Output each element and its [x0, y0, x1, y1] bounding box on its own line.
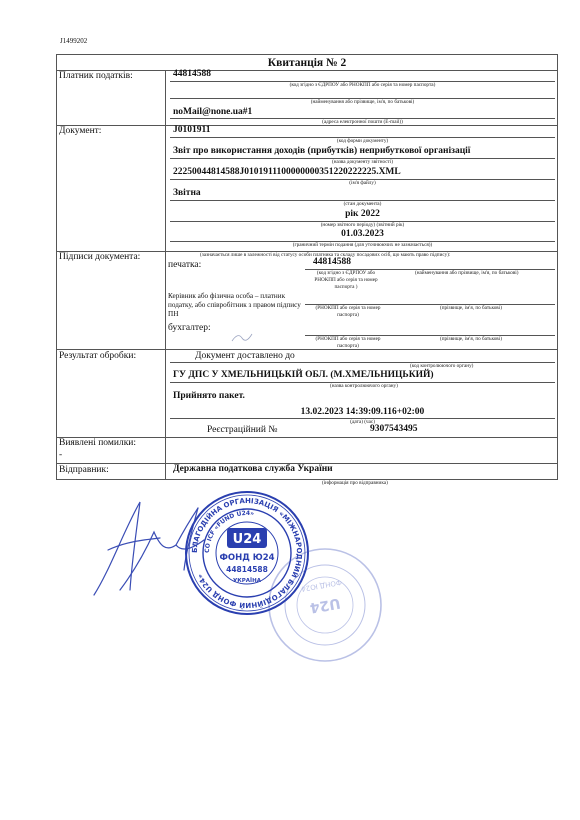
stamp-fund-name: ФОНД Ю24: [219, 553, 275, 563]
authority-name: ГУ ДПС У ХМЕЛЬНИЦЬКІЙ ОБЛ. (М.ХМЕЛЬНИЦЬКИЙ): [173, 370, 434, 380]
faded-stamp-fund-name: ФОНД Ю24: [300, 577, 343, 593]
head-name-caption: (прізвище, ім'я, по батькові): [440, 305, 502, 311]
stamp-name-caption: (найменування або прізвище, ім'я, по батькові): [415, 270, 519, 276]
stamp-code-caption: (код згідно з ЄДРПОУ або РНОКПП або серія та номер паспорта ): [314, 270, 378, 290]
report-period: рік 2022: [345, 209, 380, 219]
report-period-caption: (номер звітного періоду) (звітний рік): [320, 222, 405, 228]
errors-label: Виявлені помилки:: [59, 438, 137, 448]
payer-label: Платник податків:: [59, 71, 133, 81]
accountant-label: бухгалтер:: [168, 323, 211, 333]
stamp-label: печатка:: [168, 260, 202, 270]
authority-code-caption: (код контролюючого органу): [410, 363, 474, 369]
processing-datetime: 13.02.2023 14:39:09.116+02:00: [300, 407, 425, 417]
faded-stamp-logo: U24: [308, 594, 342, 616]
sender-value: Державна податкова служба України: [173, 464, 333, 474]
head-code-caption: (РНОКПП або серія та номер паспорта): [315, 305, 381, 318]
registration-number: 9307543495: [370, 424, 418, 434]
stamp-country: УКРАЇНА: [233, 578, 261, 584]
registration-label: Реєстраційний №: [207, 425, 278, 435]
delivered-text: Документ доставлено до: [195, 351, 295, 361]
document-status-caption: (стан документа): [343, 201, 382, 207]
deadline-caption: (граничний термін подання (для уточнюючих не зазначається)): [292, 242, 433, 248]
accountant-pen-mark: [230, 330, 260, 344]
document-code: J1499202: [60, 37, 88, 45]
form-name: Звіт про використання доходів (прибутків) неприбуткової організації: [173, 146, 471, 156]
accountant-name-caption: (прізвище, ім'я, по батькові): [440, 336, 502, 342]
document-label: Документ:: [59, 126, 102, 136]
datetime-caption: (дата) (час): [350, 419, 375, 425]
result-label: Результат обробки:: [59, 351, 137, 361]
payer-email-caption: (адреса електронної пошти (E-mail)): [322, 119, 403, 125]
file-name: 22250044814588J0101911100000000351220222225.XML: [173, 167, 401, 177]
stamp-ring-text: БЛАГОДІЙНА ОРГАНІЗАЦІЯ «МІЖНАРОДНИЙ БЛАГОДІЙНИЙ ФОНД U24»: [190, 496, 304, 610]
accountant-code-caption: (РНОКПП або серія та номер паспорта): [315, 336, 381, 349]
authority-caption: (назва контролюючого органу): [330, 383, 398, 389]
form-code: J0101911: [173, 125, 211, 135]
stamp-inner-text: CO ICF «FUND U24»: [203, 509, 255, 554]
sender-label: Відправник:: [59, 465, 109, 475]
deadline-date: 01.03.2023: [341, 229, 384, 239]
form-name-caption: (назва документу звітності): [332, 159, 393, 165]
signatures-label: Підписи документа:: [59, 252, 141, 262]
faded-stamp: [265, 545, 385, 665]
document-status: Звітна: [173, 188, 201, 198]
stamp-logo: U24: [232, 532, 262, 547]
form-code-caption: (код форми документу): [336, 138, 389, 144]
sender-caption: (інформація про відправника): [322, 480, 388, 486]
head-label: Керівник або фізична особа – платник податку, або співробітник з правом підпису ПН: [168, 292, 301, 318]
payer-email: noMail@none.ua#1: [173, 107, 253, 117]
errors-value: -: [59, 450, 63, 460]
signatures-caption: (зазначається лише в залежності від статусу особи платника та складу посадових осіб, що мають право підпису):: [200, 252, 451, 258]
payer-code-caption: (код згідно з ЄДРПОУ або РНОКПП або серія та номер паспорта): [289, 82, 436, 88]
payer-name-caption: (найменування або прізвище, ім'я, по батькові): [310, 99, 415, 105]
package-status: Прийнято пакет.: [173, 391, 245, 401]
stamp-code: 44814588: [226, 565, 268, 574]
receipt-title: Квитанція № 2: [267, 57, 347, 69]
file-name-caption: (ім'я файлу): [349, 180, 376, 186]
stamp-code: 44814588: [313, 257, 351, 267]
payer-code: 44814588: [173, 69, 211, 79]
